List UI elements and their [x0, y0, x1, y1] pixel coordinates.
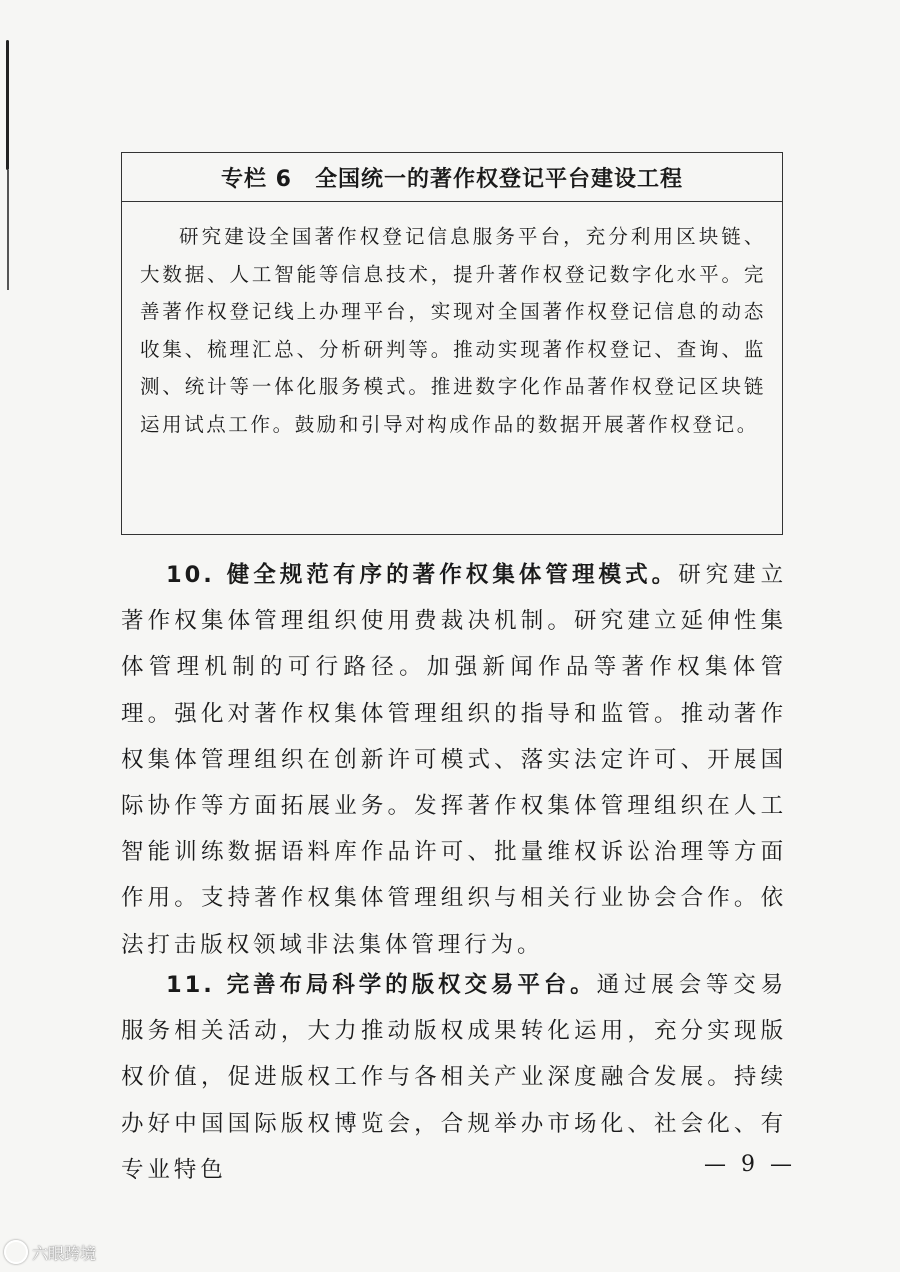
- watermark: [4, 1240, 96, 1264]
- section-10-heading: 10. 健全规范有序的著作权集体管理模式。: [166, 562, 679, 588]
- section-11-heading: 11. 完善布局科学的版权交易平台。: [166, 972, 597, 998]
- section-11-text: 通过展会等交易服务相关活动，大力推动版权成果转化运用，充分实现版权价值，促进版权工作与各相关产业深度融合发展。持续办好中国国际版权博览会，合规举办市场化、社会化、有专业特色: [121, 972, 787, 1183]
- page-binding-edge-lower: [7, 170, 9, 290]
- watermark-logo-icon: [4, 1240, 28, 1264]
- section-11: [121, 962, 787, 1193]
- page-number: — 9 —: [704, 1152, 796, 1177]
- section-10-text: 研究建立著作权集体管理组织使用费裁决机制。研究建立延伸性集体管理机制的可行路径。加强新闻作品等著作权集体管理。强化对著作权集体管理组织的指导和监管。推动著作权集体管理组织在创新许可模式、落实法定许可、开展国际协作等方面拓展业务。发挥著作权集体管理组织在人工智能训练数据语料库作品许可、批量维权诉讼治理等方面作用。支持著作权集体管理组织与相关行业协会合作。依法打击版权领域非法集体管理行为。: [121, 562, 787, 958]
- feature-box: [121, 152, 783, 535]
- watermark-text: 六眼跨境: [32, 1243, 97, 1263]
- feature-box-body: 研究建设全国著作权登记信息服务平台，充分利用区块链、大数据、人工智能等信息技术，提升著作权登记数字化水平。完善著作权登记线上办理平台，实现对全国著作权登记信息的动态收集、梳理汇总、分析研判等。推动实现著作权登记、查询、监测、统计等一体化服务模式。推进数字化作品著作权登记区块链运用试点工作。鼓励和引导对构成作品的数据开展著作权登记。: [140, 225, 766, 436]
- feature-box-title: 专栏 6 全国统一的著作权登记平台建设工程: [122, 153, 782, 202]
- page-binding-edge: [6, 40, 9, 170]
- section-10: [121, 552, 787, 968]
